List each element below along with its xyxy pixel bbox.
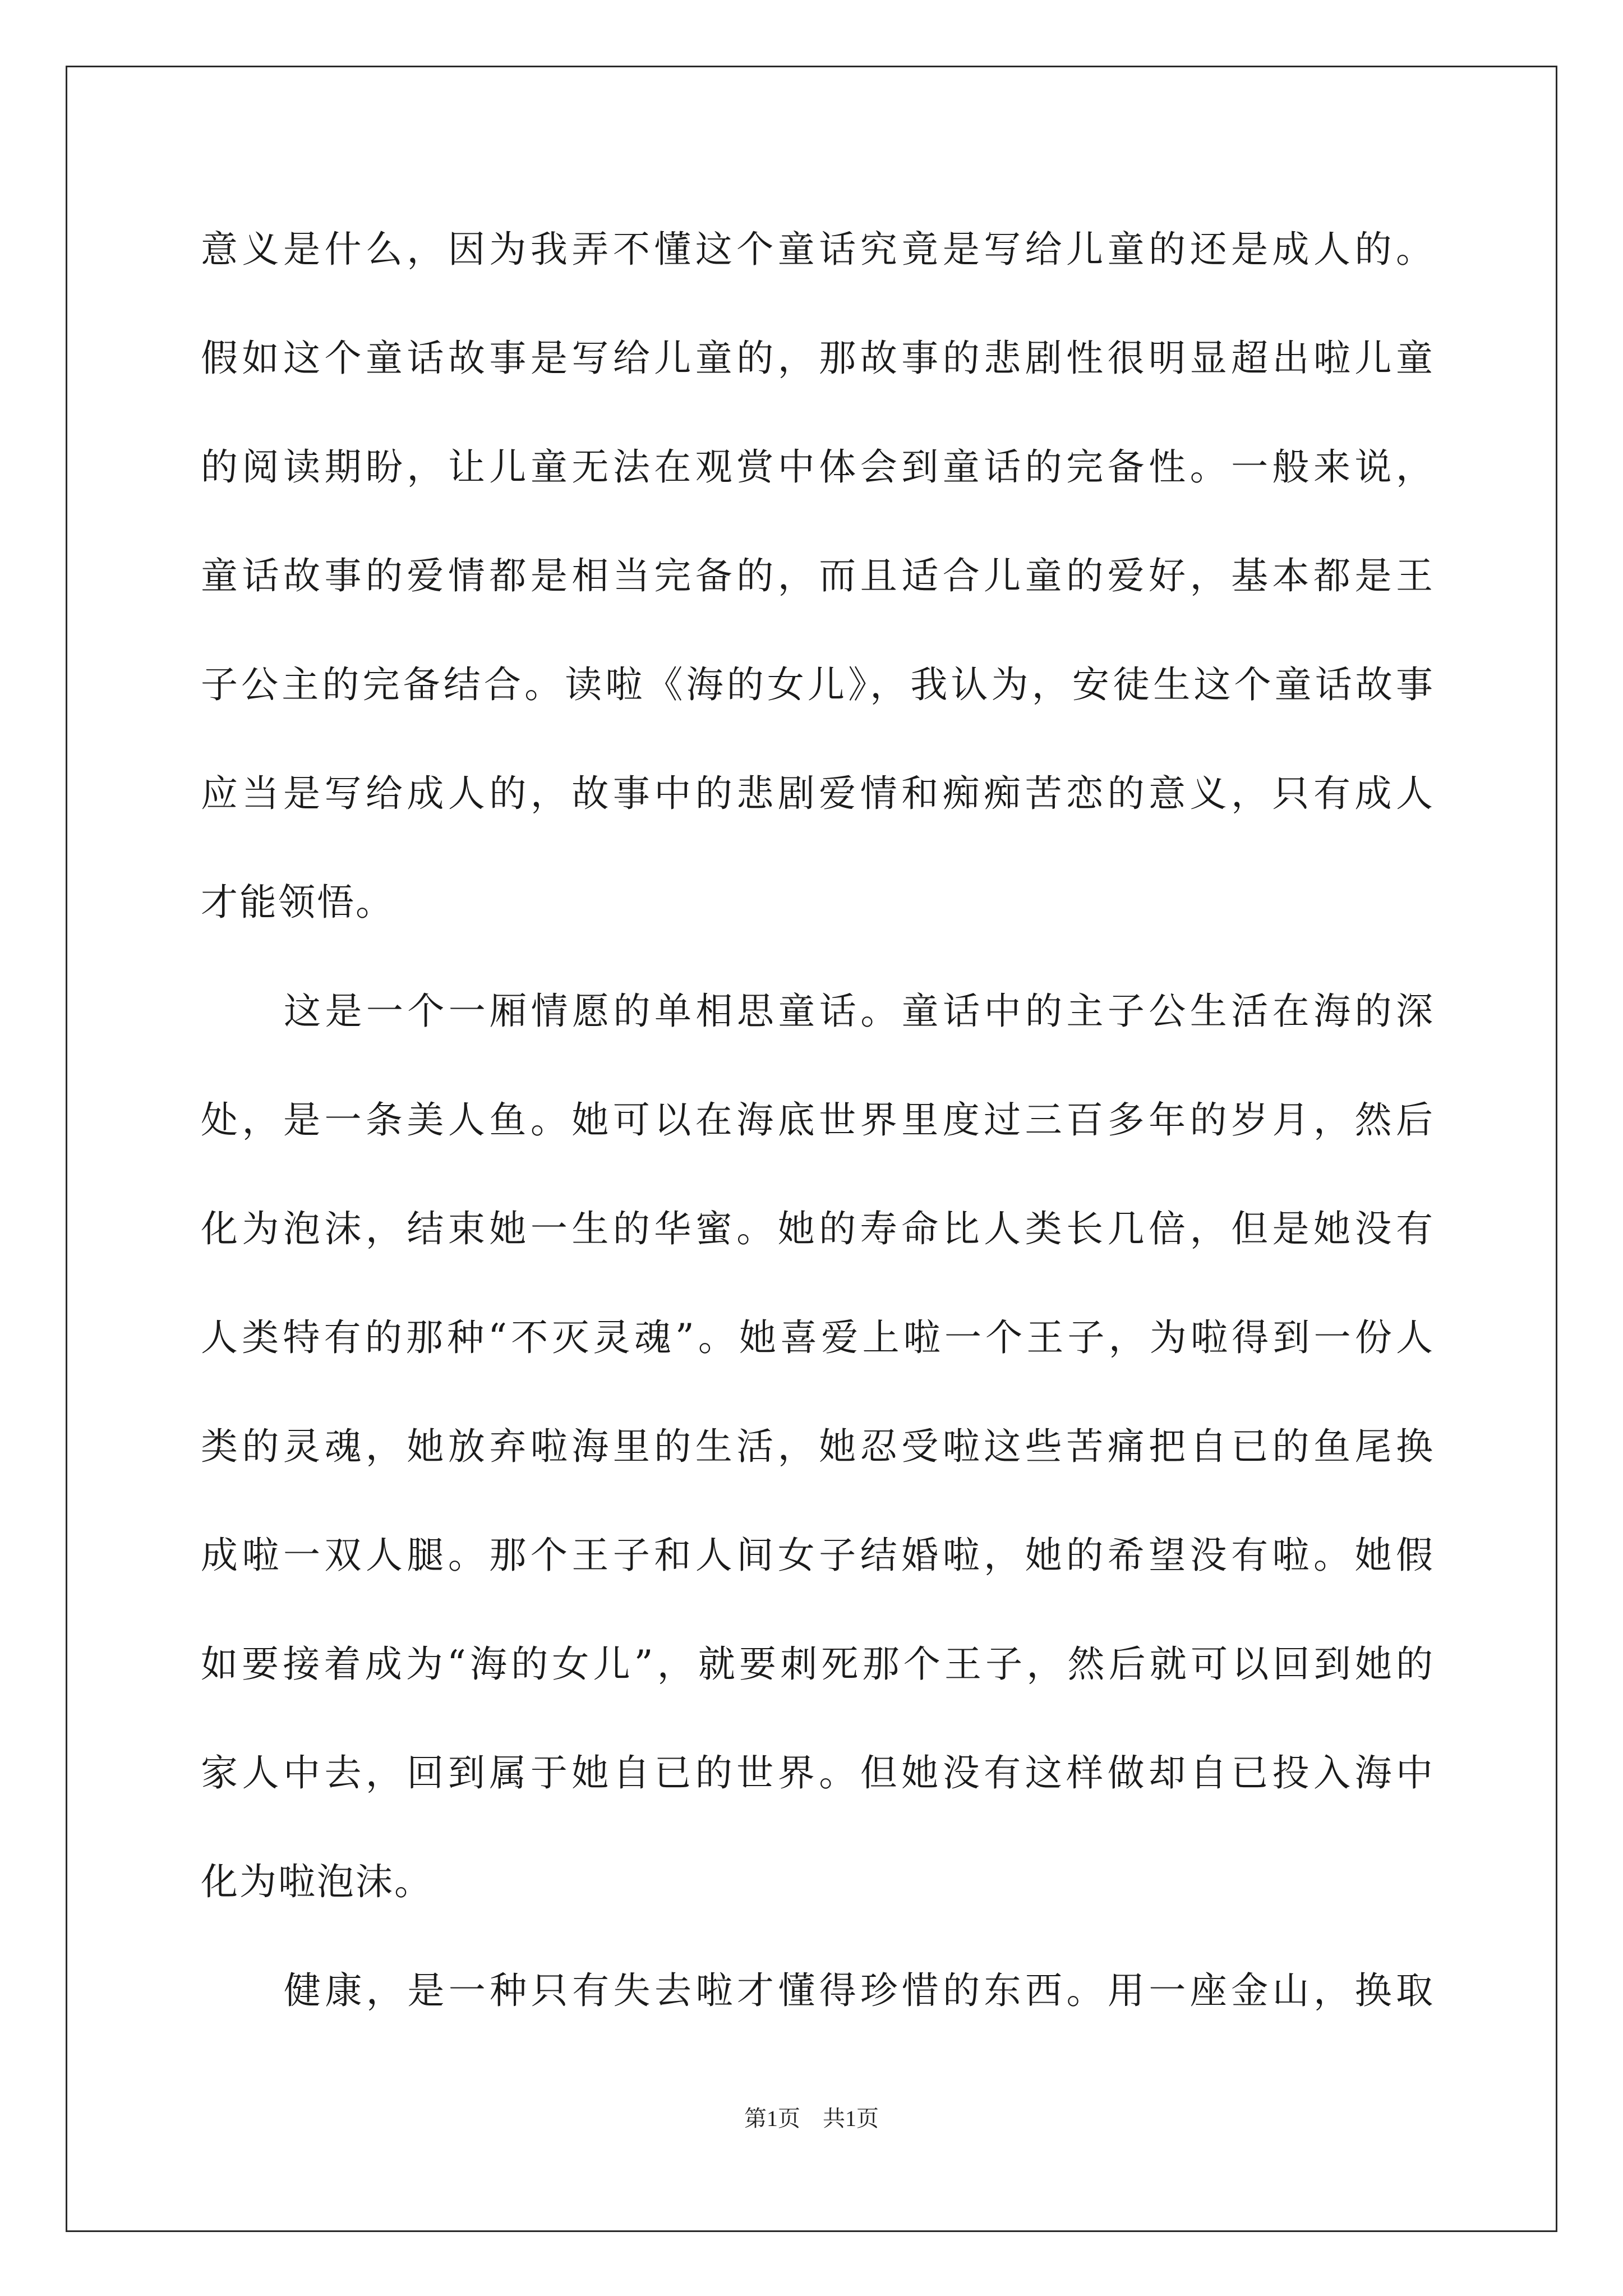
- text-line: 才能领悟。: [201, 881, 394, 924]
- text-line: 人类特有的那种“不灭灵魂”。她喜爱上啦一个王子，为啦得到一份人: [201, 1316, 1435, 1359]
- text-line: 如要接着成为“海的女儿”，就要刺死那个王子，然后就可以回到她的: [201, 1642, 1435, 1686]
- paragraph-first-line: 健康，是一种只有失去啦才懂得珍惜的东西。用一座金山，换取: [284, 1969, 1435, 2012]
- text-line: 化为泡沫，结束她一生的华蜜。她的寿命比人类长几倍，但是她没有: [201, 1207, 1435, 1250]
- text-line: 成啦一双人腿。那个王子和人间女子结婚啦，她的希望没有啦。她假: [201, 1534, 1435, 1577]
- text-line: 的阅读期盼，让儿童无法在观赏中体会到童话的完备性。一般来说，: [201, 445, 1435, 489]
- document-body: [201, 195, 1435, 2045]
- text-line: 童话故事的爱情都是相当完备的，而且适合儿童的爱好，基本都是王: [201, 554, 1435, 597]
- text-line: 应当是写给成人的，故事中的悲剧爱情和痴痴苦恋的意义，只有成人: [201, 772, 1435, 815]
- page-number-footer: 第1页 共1页: [744, 2106, 879, 2131]
- paragraph-first-line: 这是一个一厢情愿的单相思童话。童话中的主子公生活在海的深: [284, 990, 1435, 1033]
- text-line: 处，是一条美人鱼。她可以在海底世界里度过三百多年的岁月，然后: [201, 1098, 1435, 1142]
- text-line: 类的灵魂，她放弃啦海里的生活，她忍受啦这些苦痛把自已的鱼尾换: [201, 1425, 1435, 1468]
- text-line: 家人中去，回到属于她自已的世界。但她没有这样做却自已投入海中: [201, 1751, 1435, 1795]
- text-line: 意义是什么，因为我弄不懂这个童话究竟是写给儿童的还是成人的。: [201, 228, 1435, 271]
- text-line: 子公主的完备结合。读啦《海的女儿》，我认为，安徒生这个童话故事: [201, 663, 1435, 706]
- text-line: 化为啦泡沫。: [201, 1860, 433, 1903]
- text-line: 假如这个童话故事是写给儿童的，那故事的悲剧性很明显超出啦儿童: [201, 337, 1435, 380]
